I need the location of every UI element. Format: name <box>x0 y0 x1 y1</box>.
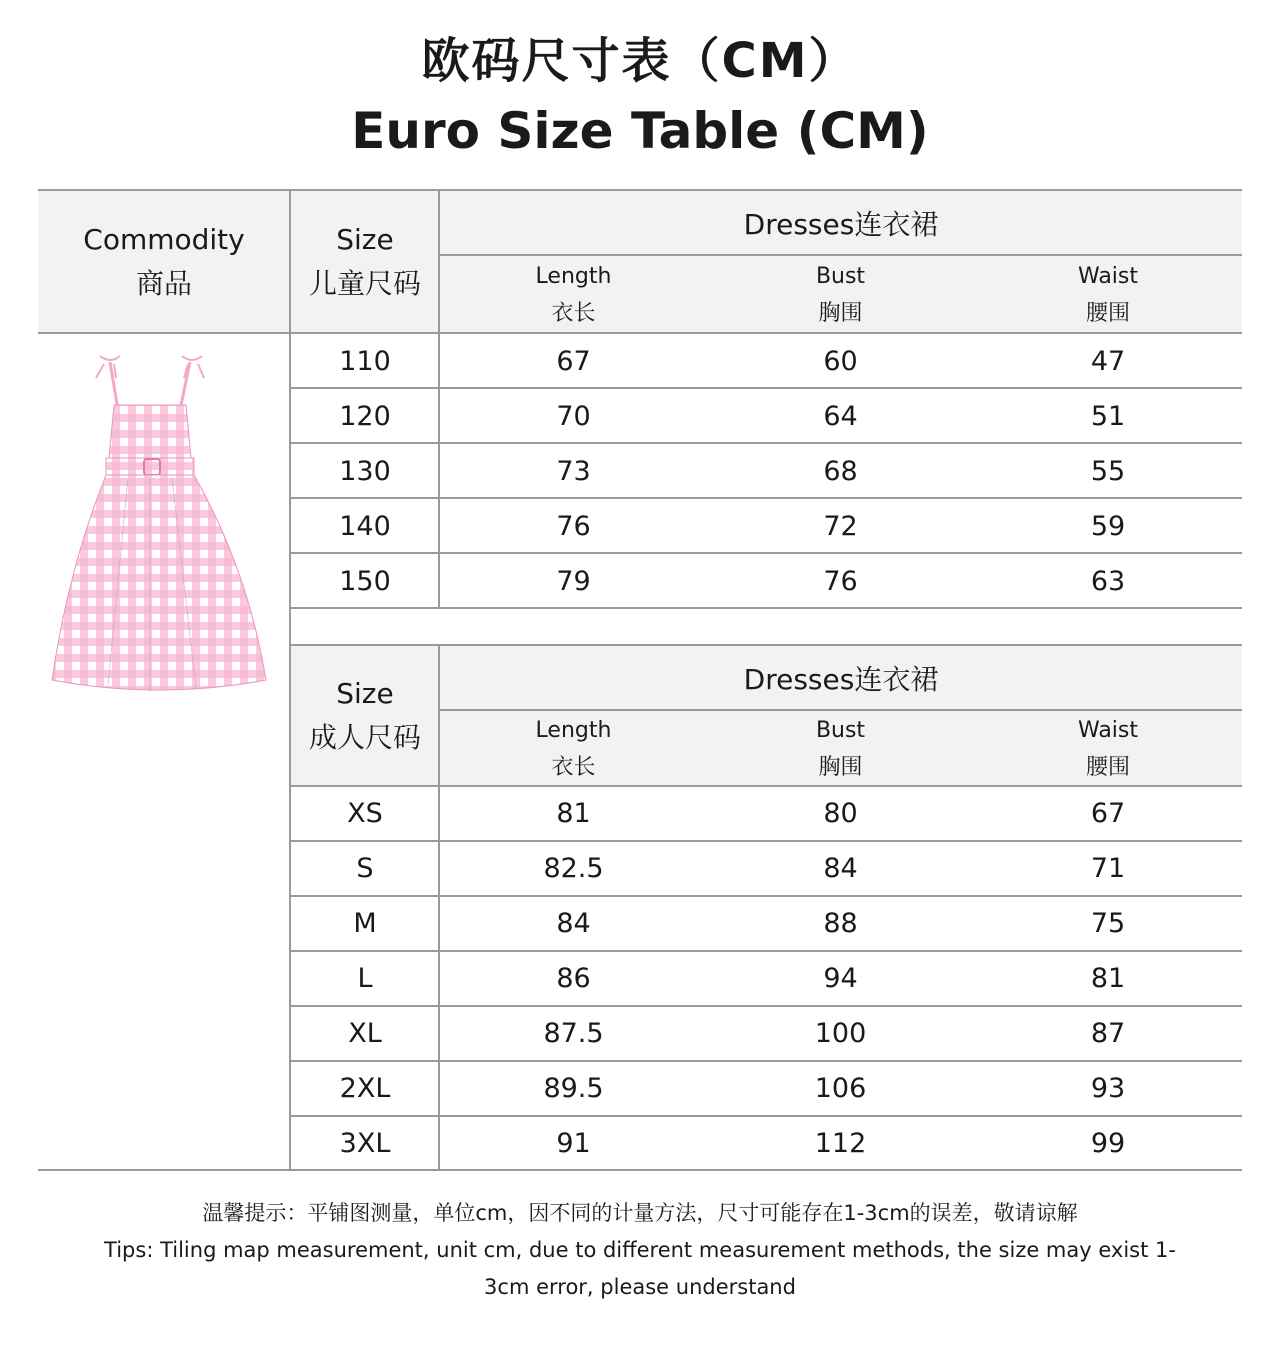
adult-col-waist-zh: 腰围 <box>1085 754 1130 780</box>
table-top-border <box>38 189 1242 191</box>
kids-group-divider <box>440 254 1242 256</box>
commodity-label-zh: 商品 <box>135 267 192 300</box>
kids-col-waist-zh: 腰围 <box>1085 300 1130 326</box>
kids-length-cell: 76 <box>556 510 591 542</box>
adult-waist-cell: 71 <box>1090 853 1126 884</box>
adult-waist-cell: 67 <box>1090 798 1126 829</box>
kids-waist-cell: 59 <box>1090 510 1126 542</box>
adult-bust-cell: 100 <box>814 1018 867 1049</box>
kids-header-bottom <box>38 332 1242 334</box>
adult-group-divider <box>440 709 1242 711</box>
adult-waist-cell: 75 <box>1090 908 1126 939</box>
kids-length-cell: 73 <box>556 455 591 487</box>
kids-bust-cell: 72 <box>823 510 858 542</box>
adult-size-cell: 3XL <box>339 1128 391 1159</box>
adult-waist-cell: 87 <box>1090 1018 1126 1049</box>
kids-size-cell: 130 <box>339 455 391 487</box>
kids-size-label-zh: 儿童尺码 <box>308 267 421 300</box>
adult-length-cell: 82.5 <box>543 853 604 884</box>
row-divider <box>291 1005 1242 1007</box>
adult-bust-cell: 80 <box>823 798 858 829</box>
adult-bust-cell: 106 <box>814 1073 867 1104</box>
adult-size-cell: XL <box>348 1018 382 1049</box>
kids-waist-cell: 51 <box>1090 400 1126 432</box>
kids-waist-cell: 63 <box>1090 565 1126 597</box>
adult-length-cell: 87.5 <box>543 1018 604 1049</box>
adult-size-header <box>291 646 439 786</box>
adult-length-cell: 81 <box>556 798 591 829</box>
row-divider <box>291 552 1242 554</box>
kids-size-cell: 120 <box>339 400 391 432</box>
adult-length-cell: 84 <box>556 908 591 939</box>
adult-bust-cell: 94 <box>823 963 858 994</box>
adult-group-header: Dresses连衣裙 <box>743 662 939 696</box>
kids-size-label-en: Size <box>336 223 394 256</box>
adult-size-label-en: Size <box>336 677 394 710</box>
tips-zh: 温馨提示：平铺图测量，单位cm，因不同的计量方法，尺寸可能存在1-3cm的误差，敬请谅解 <box>202 1201 1078 1225</box>
adult-col-bust-en: Bust <box>815 717 866 743</box>
kids-length-cell: 70 <box>556 400 591 432</box>
adult-length-cell: 86 <box>556 963 591 994</box>
title-english: Euro Size Table (CM) <box>351 102 929 160</box>
kids-size-header <box>291 191 439 333</box>
row-divider <box>291 950 1242 952</box>
adult-col-waist <box>974 711 1242 786</box>
adult-bust-cell: 84 <box>823 853 858 884</box>
kids-size-cell: 140 <box>339 510 391 542</box>
adult-table-top <box>291 644 1242 646</box>
kids-bust-cell: 64 <box>823 400 858 432</box>
adult-col-waist-en: Waist <box>1077 717 1139 743</box>
adult-size-label-zh: 成人尺码 <box>308 721 421 754</box>
row-divider <box>291 1115 1242 1117</box>
kids-bust-cell: 68 <box>823 455 858 487</box>
kids-col-length <box>440 256 707 333</box>
kids-size-divider <box>438 189 440 609</box>
kids-waist-cell: 47 <box>1090 345 1126 377</box>
kids-length-cell: 67 <box>556 345 591 377</box>
commodity-header <box>38 191 290 333</box>
adult-size-cell: L <box>357 963 373 994</box>
adult-col-length-en: Length <box>535 717 612 743</box>
kids-col-waist <box>974 256 1242 333</box>
adult-waist-cell: 99 <box>1090 1128 1126 1159</box>
adult-bust-cell: 88 <box>823 908 858 939</box>
adult-size-cell: 2XL <box>339 1073 391 1104</box>
kids-col-bust-zh: 胸围 <box>818 300 863 326</box>
commodity-label-en: Commodity <box>83 223 245 256</box>
row-divider <box>291 497 1242 499</box>
title-chinese: 欧码尺寸表（CM） <box>421 33 859 89</box>
tips-en-line2: 3cm error, please understand <box>484 1275 796 1299</box>
kids-group-header: Dresses连衣裙 <box>743 207 939 241</box>
row-divider <box>291 895 1242 897</box>
row-divider <box>291 387 1242 389</box>
adult-header-bottom <box>291 785 1242 787</box>
adult-col-length-zh: 衣长 <box>551 754 596 780</box>
adult-length-cell: 89.5 <box>543 1073 604 1104</box>
kids-bust-cell: 60 <box>823 345 858 377</box>
kids-length-cell: 79 <box>556 565 591 597</box>
kids-bust-cell: 76 <box>823 565 858 597</box>
adult-waist-cell: 93 <box>1090 1073 1126 1104</box>
commodity-divider <box>289 189 291 1171</box>
kids-col-length-zh: 衣长 <box>551 300 596 326</box>
tips-en-line1: Tips: Tiling map measurement, unit cm, due to different measurement methods, the size may exist 1- <box>104 1238 1176 1262</box>
kids-col-bust-en: Bust <box>815 263 866 289</box>
tips <box>30 1195 1250 1306</box>
kids-waist-cell: 55 <box>1090 455 1126 487</box>
adult-col-bust-zh: 胸围 <box>818 754 863 780</box>
adult-col-bust <box>707 711 974 786</box>
kids-col-bust <box>707 256 974 333</box>
kids-col-length-en: Length <box>535 263 612 289</box>
adult-size-cell: M <box>353 908 377 939</box>
row-divider <box>291 1060 1242 1062</box>
adult-col-length <box>440 711 707 786</box>
kids-col-waist-en: Waist <box>1077 263 1139 289</box>
kids-table-bottom <box>291 607 1242 609</box>
adult-size-divider <box>438 644 440 1171</box>
adult-size-cell: S <box>356 853 374 884</box>
adult-size-cell: XS <box>347 798 383 829</box>
adult-waist-cell: 81 <box>1090 963 1126 994</box>
dress-image <box>48 350 270 700</box>
kids-size-cell: 150 <box>339 565 391 597</box>
adult-length-cell: 91 <box>556 1128 591 1159</box>
row-divider <box>291 442 1242 444</box>
adult-bust-cell: 112 <box>814 1128 867 1159</box>
kids-size-cell: 110 <box>339 345 391 377</box>
table-bottom-border <box>38 1169 1242 1171</box>
row-divider <box>291 840 1242 842</box>
